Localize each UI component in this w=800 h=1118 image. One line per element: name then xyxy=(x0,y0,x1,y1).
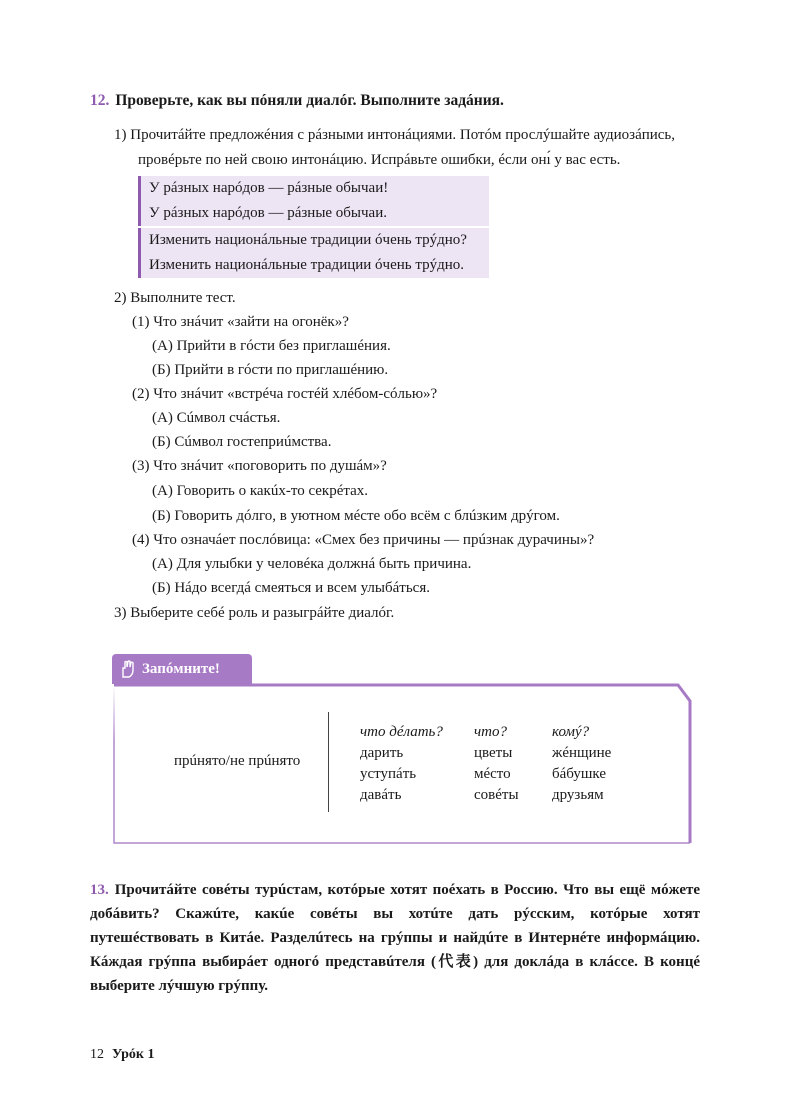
hand-note-icon xyxy=(120,660,136,678)
task-2-intro: 2) Выполните тест. xyxy=(114,290,236,306)
sentence-statement: У рáзных нарóдов — рáзные обычаи. xyxy=(149,205,387,221)
lesson-label: Урóк 1 xyxy=(112,1047,155,1062)
sentence-exclamation: У рáзных нарóдов — рáзные обычаи! xyxy=(149,180,389,196)
verb-3: давáть xyxy=(360,787,402,803)
task-1-line-2: провéрьте по ней своıю интонáцию. Испрáвьте ошибки, éсли онı́ у вас есть. xyxy=(138,152,621,168)
verb-1: дарить xyxy=(360,745,404,761)
recipient-1: жéнщине xyxy=(552,745,612,761)
remember-label: Запóмните! xyxy=(142,660,220,677)
question-1-option-a: (А) Прийти в гóсти без приглашéния. xyxy=(152,338,391,354)
exercise-13-text: Прочитáйте совéты турúстам, котóрые хотят поéхать в Россию. Что вы ещё мóжете добáвить? Скажúте, какúе совéты вы хотúте дать рýсским, котóрые хотят путешéствовать в Китáе. Разделúтесь на грýппы и найдúте в Интернéте информáцию. Кáждая грýппа выбирáет одногó представúтеля (代表) для доклáда в клáссе. В концé выберите лýчшую грýппу. xyxy=(90,882,700,994)
header-to-whom: комý? xyxy=(552,724,590,740)
question-1-option-b: (Б) Прийти в гóсти по приглашéнию. xyxy=(152,362,389,378)
exercise-12-number: 12. xyxy=(90,92,110,109)
object-2: мéсто xyxy=(474,766,511,782)
verb-2: уступáть xyxy=(360,766,417,782)
page-number: 12 xyxy=(90,1047,104,1062)
question-3-option-b: (Б) Говорить дóлго, в уютном мéсте обо всём с блúзким дрýгом. xyxy=(152,508,560,524)
question-2-option-b: (Б) Сúмвол гостеприúмства. xyxy=(152,434,332,450)
sentence-question: Изменить национáльные традиции óчень трýдно? xyxy=(149,232,467,248)
recipient-3: друзьям xyxy=(552,787,604,803)
question-3-option-a: (А) Говорить о какúх-то секрéтах. xyxy=(152,483,369,499)
accepted-phrase: прúнято/не прúнято xyxy=(174,753,301,769)
question-2: (2) Что знáчит «встрéча гостéй хлéбом-сóлью»? xyxy=(132,386,438,402)
sentence-group-1 xyxy=(138,176,489,226)
question-4-option-a: (А) Для улыбки у человéка должнá быть причина. xyxy=(152,556,472,572)
task-1-line-1: 1) Прочитáйте предложéния с рáзными интонáциями. Потóм прослýшайте аудиозáпись, xyxy=(114,127,676,143)
header-what: что? xyxy=(474,724,507,740)
task-3: 3) Выберите себé роль и разыгрáйте диалóг. xyxy=(114,605,395,621)
question-4-option-b: (Б) Нáдо всегдá смеяться и всем улыбáться. xyxy=(152,580,430,596)
table-divider xyxy=(328,712,329,812)
question-2-option-a: (А) Сúмвол счáстья. xyxy=(152,410,281,426)
sentence-group-2 xyxy=(138,228,489,278)
question-3: (3) Что знáчит «поговорить по душáм»? xyxy=(132,458,387,474)
question-1: (1) Что знáчит «зайти на огонёк»? xyxy=(132,314,349,330)
header-what-to-do: что дéлать? xyxy=(360,724,443,740)
object-1: цветы xyxy=(474,745,513,761)
exercise-12-heading xyxy=(90,92,730,110)
recipient-2: бáбушке xyxy=(552,766,606,782)
exercise-13-number: 13. xyxy=(90,882,109,898)
remember-tab xyxy=(112,654,252,684)
object-3: совéты xyxy=(474,787,519,803)
question-4: (4) Что означáет послóвица: «Смех без причины — прúзнак дурачины»? xyxy=(132,532,595,548)
page-footer xyxy=(90,1047,154,1063)
sentence-statement-2: Изменить национáльные традиции óчень трýдно. xyxy=(149,257,465,273)
exercise-12-title: Проверьте, как вы пóняли диалóг. Выполните задáния. xyxy=(115,92,504,109)
exercise-13-paragraph xyxy=(90,878,700,998)
